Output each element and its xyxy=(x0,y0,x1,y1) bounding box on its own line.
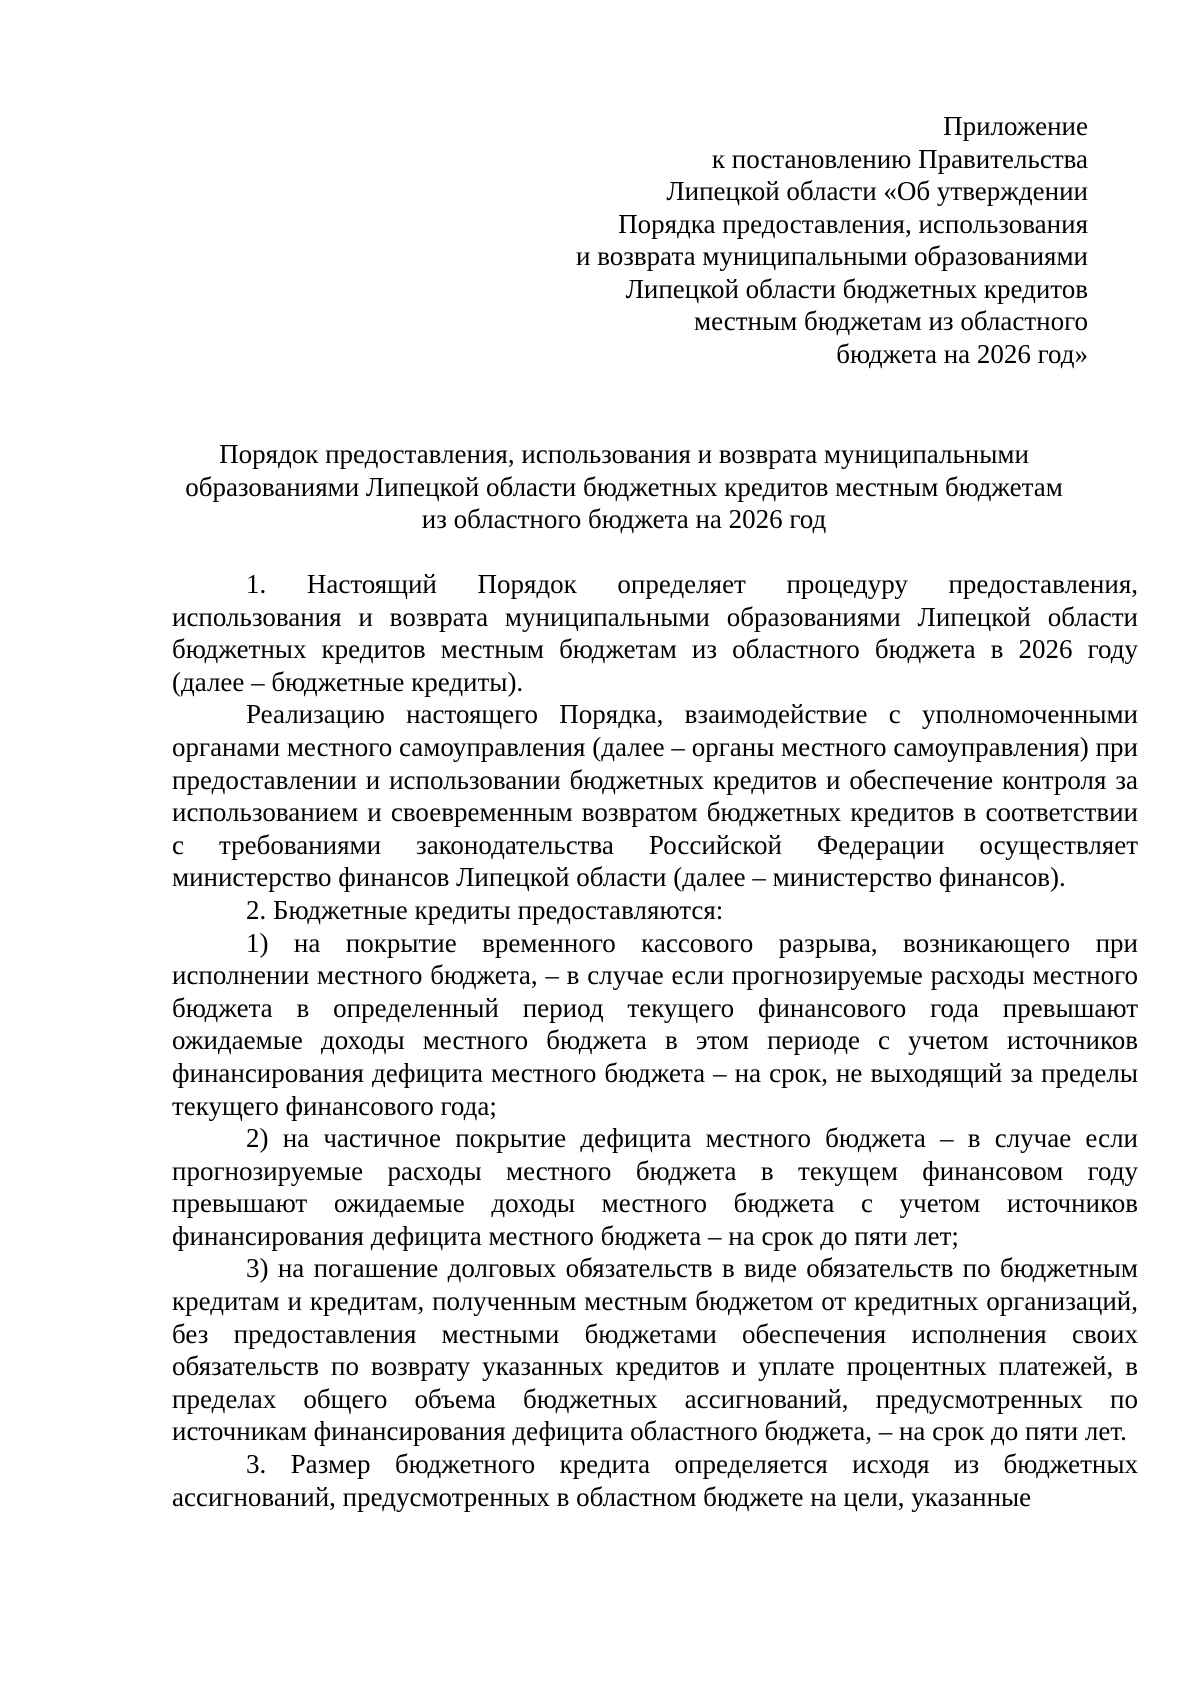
appendix-line: местным бюджетам из областного xyxy=(694,306,1088,336)
document-title xyxy=(160,438,1088,536)
paragraph-2-item-3: 3) на погашение долговых обязательств в виде обязательств по бюджетным кредитам и кредитам, полученным местным бюджетом от кредитных организаций, без предоставления местными бюджетами обеспечения исполнения своих обязательств по возврату указанных кредитов и уплате процентных платежей, в пределах общего объема бюджетных ассигнований, предусмотренных по источникам финансирования дефицита областного бюджета, – на срок до пяти лет. xyxy=(172,1253,1138,1447)
appendix-line: и возврата муниципальными образованиями xyxy=(576,241,1088,271)
appendix-line: Липецкой области «Об утверждении xyxy=(666,176,1088,206)
appendix-line: Порядка предоставления, использования xyxy=(618,208,1088,239)
appendix-line: Приложение xyxy=(943,111,1088,141)
appendix-line: к постановлению Правительства xyxy=(711,143,1088,174)
paragraph-3: 3. Размер бюджетного кредита определяется исходя из бюджетных ассигнований, предусмотренных в областном бюджете на цели, указанные xyxy=(172,1449,1138,1512)
title-line: образованиями Липецкой области бюджетных кредитов местным бюджетам xyxy=(185,471,1063,502)
title-line: Порядок предоставления, использования и возврата муниципальными xyxy=(219,439,1029,469)
paragraph-2-item-2: 2) на частичное покрытие дефицита местного бюджета – в случае если прогнозируемые расходы местного бюджета в текущем финансовом году превышают ожидаемые доходы местного бюджета с учетом источников финансирования дефицита местного бюджета – на срок до пяти лет; xyxy=(172,1123,1138,1251)
paragraph-1: 1. Настоящий Порядок определяет процедуру предоставления, использования и возврата муниципальными образованиями Липецкой области бюджетных кредитов местным бюджетам из областного бюджета в 2026 году (далее – бюджетные кредиты). xyxy=(172,569,1138,697)
title-line: из областного бюджета на 2026 год xyxy=(421,504,827,534)
paragraph-2-item-1: 1) на покрытие временного кассового разрыва, возникающего при исполнении местного бюджета, – в случае если прогнозируемые расходы местного бюджета в определенный период текущего финансового года превышают ожидаемые доходы местного бюджета в этом периоде с учетом источников финансирования дефицита местного бюджета – на срок, не выходящий за пределы текущего финансового года; xyxy=(172,927,1138,1121)
paragraph-implementation: Реализацию настоящего Порядка, взаимодействие с уполномоченными органами местного самоуправления (далее – органы местного самоуправления) при предоставлении и использовании бюджетных кредитов и обеспечение контроля за использованием и своевременным возвратом бюджетных кредитов в соответствии с требованиями законодательства Российской Федерации осуществляет министерство финансов Липецкой области (далее – министерство финансов). xyxy=(172,699,1138,893)
paragraph-2: 2. Бюджетные кредиты предоставляются: xyxy=(246,894,724,925)
appendix-line: бюджета на 2026 год» xyxy=(836,338,1088,369)
appendix-heading xyxy=(528,110,1088,370)
appendix-line: Липецкой области бюджетных кредитов xyxy=(625,273,1088,304)
document-body xyxy=(172,568,1138,1513)
